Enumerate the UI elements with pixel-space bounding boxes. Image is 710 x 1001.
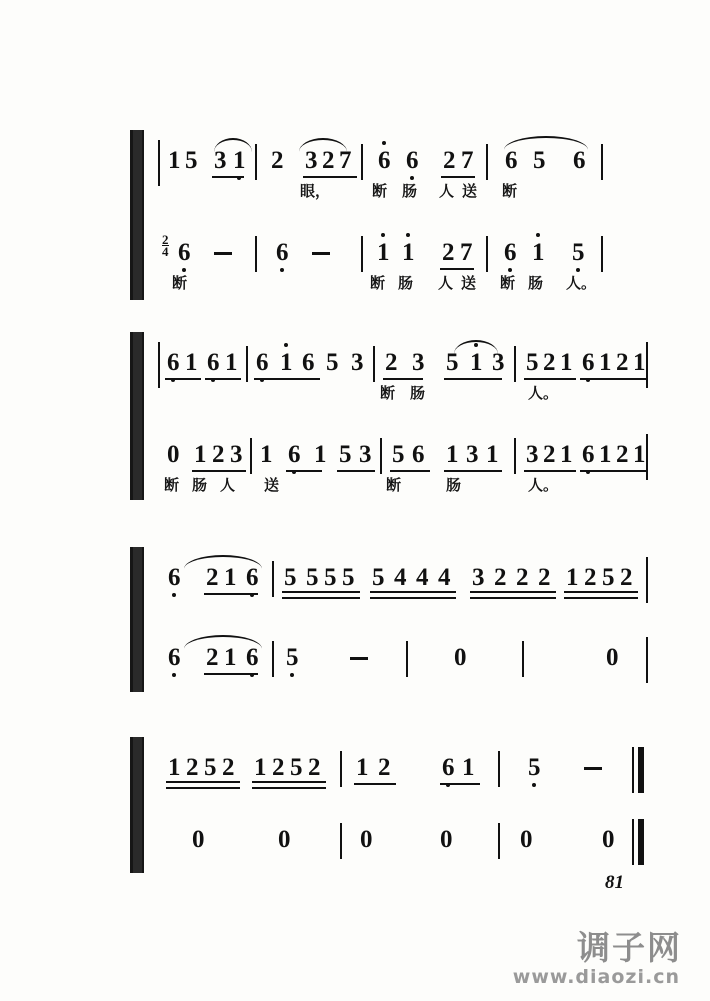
barline (522, 641, 524, 677)
note: 1 (462, 754, 475, 781)
system-4 (130, 735, 630, 875)
lyric: 人 (439, 182, 455, 200)
staff-2-lower (154, 430, 646, 494)
slur (184, 555, 262, 569)
note: 1 (260, 441, 273, 468)
note: 7 (461, 147, 474, 174)
note: 1 (224, 644, 237, 671)
barline (601, 144, 603, 180)
note: 2 (222, 754, 235, 781)
barline (406, 641, 408, 677)
page-number: 81 (605, 872, 624, 893)
slur (454, 340, 498, 354)
note: 0 (167, 441, 180, 468)
note: 6 (178, 239, 191, 266)
note: 5 (446, 349, 459, 376)
beam (204, 593, 258, 595)
note: 3 (305, 147, 318, 174)
sustain-dash (350, 657, 368, 660)
note: 2 (442, 239, 455, 266)
note: 6 (288, 441, 301, 468)
lyric: 肠 (528, 274, 544, 292)
beam-second (282, 597, 360, 599)
system-3 (130, 545, 633, 695)
note: 1 (168, 147, 181, 174)
lyric: 人 (438, 274, 454, 292)
staff-4-lower (154, 815, 630, 877)
sustain-dash (312, 252, 330, 255)
beam (580, 378, 648, 380)
beam (444, 470, 502, 472)
lyric: 肠 (402, 182, 418, 200)
lyric: 肠 (192, 476, 208, 494)
note: 1 (185, 349, 198, 376)
beam (252, 781, 326, 783)
barline (158, 140, 160, 186)
barline (601, 236, 603, 272)
barline (272, 641, 274, 677)
barline (486, 236, 488, 272)
note: 0 (606, 644, 619, 671)
note: 0 (454, 644, 467, 671)
beam (470, 591, 556, 593)
beam (205, 378, 241, 380)
final-barline (632, 747, 648, 793)
note: 0 (360, 826, 373, 853)
barline (373, 346, 375, 382)
note: 6 (246, 644, 259, 671)
note: 1 (446, 441, 459, 468)
beam (524, 378, 576, 380)
barline (380, 438, 382, 474)
note: 0 (520, 826, 533, 853)
system-2 (130, 330, 646, 505)
beam (254, 378, 320, 380)
beam (564, 591, 638, 593)
watermark-url: www.diaozi.cn (512, 966, 680, 988)
note: 5 (528, 754, 541, 781)
note: 6 (406, 147, 419, 174)
note: 6 (167, 349, 180, 376)
system-brace (130, 737, 144, 873)
note: 1 (599, 349, 612, 376)
beam (337, 470, 375, 472)
barline (486, 144, 488, 180)
barline (158, 342, 160, 388)
note: 2 (308, 754, 321, 781)
note: 3 (359, 441, 372, 468)
note: 2 (385, 349, 398, 376)
note: 4 (438, 564, 451, 591)
note: 1 (566, 564, 579, 591)
lyric: 人。 (528, 384, 559, 402)
beam (354, 783, 396, 785)
time-numerator: 2 (162, 232, 169, 247)
note: 1 (168, 754, 181, 781)
note: 2 (212, 441, 225, 468)
note: 7 (339, 147, 352, 174)
note: 6 (168, 644, 181, 671)
note: 1 (486, 441, 499, 468)
lyric: 送 (462, 182, 478, 200)
staff-2-upper (154, 338, 646, 402)
time-denominator: 4 (162, 244, 169, 259)
lyric: 肠 (398, 274, 414, 292)
note: 5 (342, 564, 355, 591)
note: 2 (584, 564, 597, 591)
note: 3 (466, 441, 479, 468)
note: 2 (543, 441, 556, 468)
staff-1-lower (154, 228, 630, 290)
note: 1 (314, 441, 327, 468)
sustain-dash (214, 252, 232, 255)
note: 6 (412, 441, 425, 468)
note: 6 (207, 349, 220, 376)
note: 1 (356, 754, 369, 781)
note: 6 (582, 349, 595, 376)
note: 5 (306, 564, 319, 591)
beam (441, 176, 475, 178)
note: 5 (204, 754, 217, 781)
barline (340, 823, 342, 859)
barline (250, 438, 252, 474)
barline (255, 144, 257, 180)
slur (299, 138, 347, 152)
note: 5 (392, 441, 405, 468)
beam (303, 176, 357, 178)
note: 3 (492, 349, 505, 376)
barline (498, 823, 500, 859)
note: 2 (322, 147, 335, 174)
note: 6 (582, 441, 595, 468)
note: 5 (533, 147, 546, 174)
lyric: 人。 (566, 274, 597, 292)
note: 2 (516, 564, 529, 591)
note: 5 (326, 349, 339, 376)
beam (212, 176, 244, 178)
note: 6 (302, 349, 315, 376)
note: 1 (280, 349, 293, 376)
slur (214, 138, 252, 152)
note: 6 (573, 147, 586, 174)
barline (646, 637, 648, 683)
lyric: 送 (461, 274, 477, 292)
lyric: 人 (220, 476, 236, 494)
note: 1 (532, 239, 545, 266)
beam-second (470, 597, 556, 599)
note: 2 (272, 754, 285, 781)
staff-1-upper (154, 136, 630, 198)
note: 1 (599, 441, 612, 468)
note: 2 (206, 564, 219, 591)
note: 6 (442, 754, 455, 781)
note: 1 (560, 441, 573, 468)
sustain-dash (584, 767, 602, 770)
note: 2 (206, 644, 219, 671)
note: 5 (185, 147, 198, 174)
note: 1 (470, 349, 483, 376)
note: 4 (416, 564, 429, 591)
system-brace (130, 547, 144, 692)
barline (498, 751, 500, 787)
system-brace (130, 332, 144, 500)
beam (524, 470, 576, 472)
note: 3 (214, 147, 227, 174)
note: 6 (276, 239, 289, 266)
note: 2 (443, 147, 456, 174)
lyric: 断 (372, 182, 388, 200)
lyric: 肠 (446, 476, 462, 494)
lyric: 断 (502, 182, 518, 200)
beam (440, 783, 480, 785)
beam (440, 268, 474, 270)
lyric: 断 (386, 476, 402, 494)
lyric: 断 (164, 476, 180, 494)
note: 5 (572, 239, 585, 266)
time-signature (162, 234, 169, 257)
note: 5 (339, 441, 352, 468)
note: 1 (224, 564, 237, 591)
note: 7 (460, 239, 473, 266)
note: 1 (254, 754, 267, 781)
barline (646, 434, 648, 480)
system-1 (130, 128, 630, 303)
note: 6 (378, 147, 391, 174)
lyric: 眼， (300, 182, 331, 200)
note: 1 (194, 441, 207, 468)
final-barline (632, 819, 648, 865)
slur (184, 635, 262, 649)
barline (340, 751, 342, 787)
beam (383, 378, 423, 380)
beam-second (252, 787, 326, 789)
note: 1 (402, 239, 415, 266)
note: 5 (286, 644, 299, 671)
note: 5 (324, 564, 337, 591)
beam (166, 781, 240, 783)
barline (514, 346, 516, 382)
watermark-title: 调子网 (577, 928, 682, 967)
beam (580, 470, 648, 472)
note: 2 (494, 564, 507, 591)
note: 3 (526, 441, 539, 468)
note: 1 (225, 349, 238, 376)
lyric: 断 (370, 274, 386, 292)
lyric: 断 (172, 274, 188, 292)
lyric: 人。 (528, 476, 559, 494)
note: 2 (186, 754, 199, 781)
barline (646, 557, 648, 603)
beam-second (564, 597, 638, 599)
note: 2 (271, 147, 284, 174)
note: 1 (560, 349, 573, 376)
beam (204, 673, 258, 675)
note: 2 (616, 441, 629, 468)
note: 5 (602, 564, 615, 591)
note: 6 (246, 564, 259, 591)
note: 2 (620, 564, 633, 591)
note: 1 (633, 349, 646, 376)
note: 3 (412, 349, 425, 376)
lyric: 断 (500, 274, 516, 292)
note: 1 (633, 441, 646, 468)
staff-3-upper (154, 553, 633, 615)
note: 2 (616, 349, 629, 376)
slur (504, 136, 588, 150)
barline (246, 346, 248, 382)
note: 3 (230, 441, 243, 468)
lyric: 送 (264, 476, 280, 494)
system-brace (130, 130, 144, 300)
note: 5 (372, 564, 385, 591)
beam-second (370, 597, 456, 599)
beam (370, 591, 456, 593)
note: 6 (256, 349, 269, 376)
note: 3 (472, 564, 485, 591)
barline (361, 144, 363, 180)
beam (390, 470, 430, 472)
note: 2 (543, 349, 556, 376)
barline (255, 236, 257, 272)
note: 5 (284, 564, 297, 591)
note: 5 (290, 754, 303, 781)
note: 6 (505, 147, 518, 174)
barline (361, 236, 363, 272)
beam (444, 378, 502, 380)
lyric: 断 (380, 384, 396, 402)
staff-4-upper (154, 743, 630, 805)
beam (165, 378, 201, 380)
note: 4 (394, 564, 407, 591)
note: 6 (504, 239, 517, 266)
note: 3 (351, 349, 364, 376)
beam (286, 470, 322, 472)
barline (514, 438, 516, 474)
note: 2 (378, 754, 391, 781)
beam-second (166, 787, 240, 789)
note: 0 (440, 826, 453, 853)
note: 1 (377, 239, 390, 266)
beam (192, 470, 246, 472)
note: 2 (538, 564, 551, 591)
note: 6 (168, 564, 181, 591)
note: 0 (192, 826, 205, 853)
note: 5 (526, 349, 539, 376)
note: 0 (602, 826, 615, 853)
note: 0 (278, 826, 291, 853)
beam (282, 591, 360, 593)
barline (272, 561, 274, 597)
note: 1 (233, 147, 246, 174)
barline (646, 342, 648, 388)
lyric: 肠 (410, 384, 426, 402)
staff-3-lower (154, 633, 630, 695)
